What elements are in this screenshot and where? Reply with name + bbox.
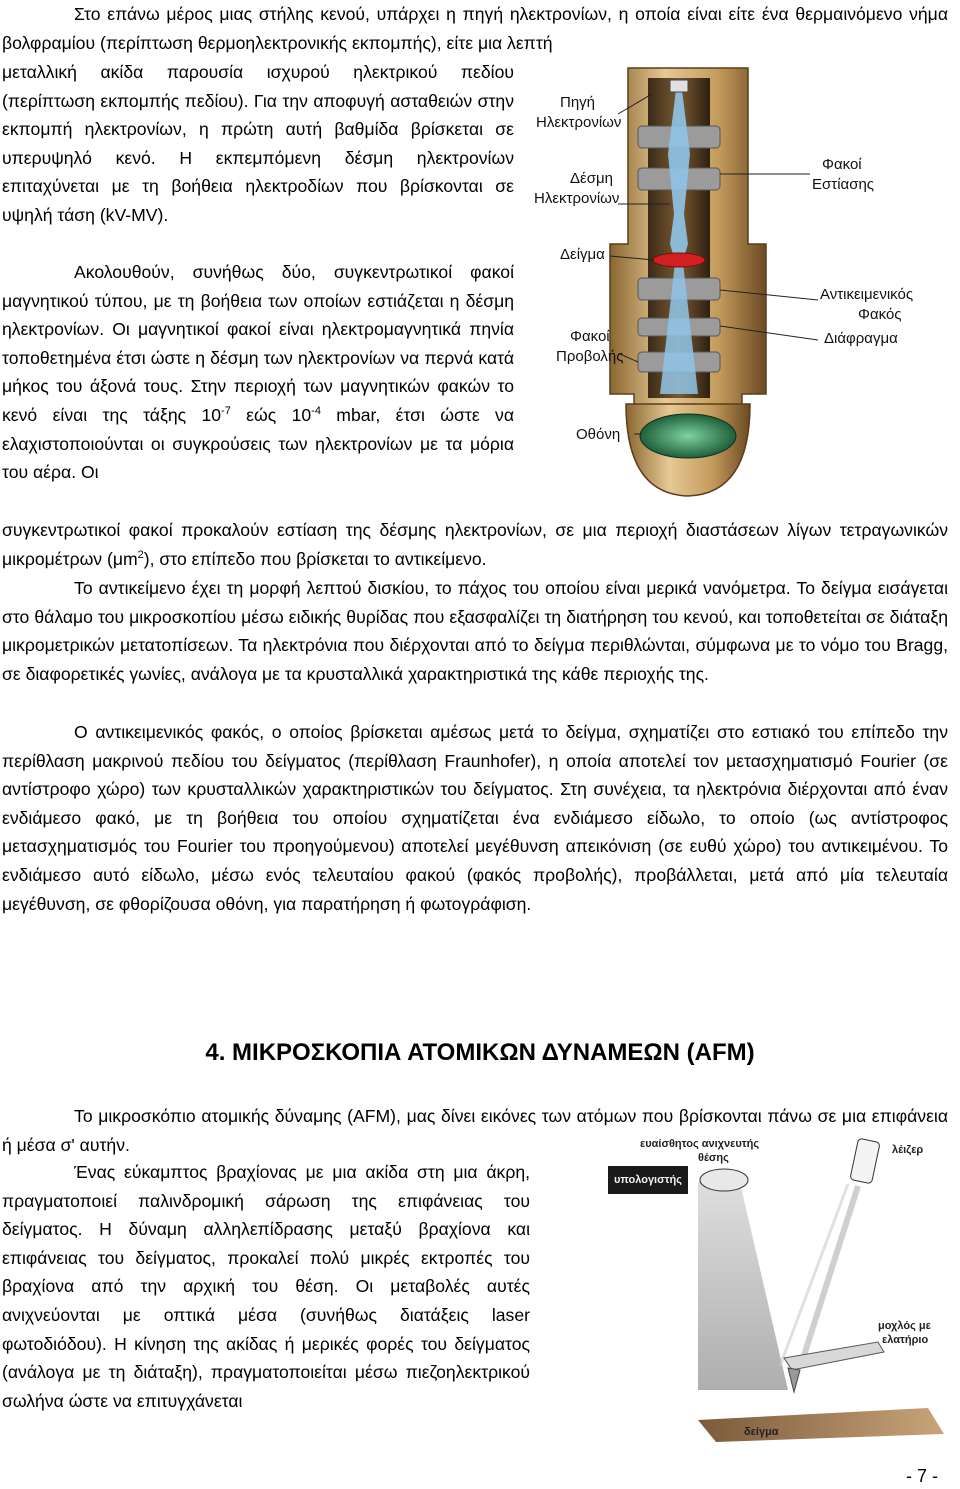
- fluorescent-screen: [640, 414, 736, 458]
- afm-diagram: [548, 1130, 958, 1442]
- label-lever-2: ελατήριο: [882, 1334, 929, 1346]
- label-lever-1: μοχλός με: [878, 1320, 931, 1332]
- label-objective-2: Φακός: [858, 306, 902, 323]
- laser-beam-2: [780, 1184, 848, 1366]
- label-focus-2: Εστίασης: [812, 176, 875, 193]
- label-aperture: Διάφραγμα: [824, 330, 898, 347]
- section-heading: 4. ΜΙΚΡΟΣΚΟΠΙΑ ΑΤΟΜΙΚΩΝ ΔΥΝΑΜΕΩΝ (AFM): [205, 1039, 755, 1066]
- label-computer: υπολογιστής: [614, 1174, 682, 1186]
- page-number: - 7 -: [906, 1466, 939, 1486]
- lenses-paragraph: [2, 258, 514, 487]
- label-detector-2: θέσης: [698, 1152, 729, 1164]
- probe-tip: [788, 1368, 800, 1392]
- continuation-text-2: ), στο επίπεδο που βρίσκεται το αντικείμενο.: [143, 548, 487, 569]
- label-objective-1: Αντικειμενικός: [820, 286, 914, 303]
- label-focus-1: Φακοί: [822, 156, 862, 173]
- label-beam-2: Ηλεκτρονίων: [534, 190, 620, 207]
- label-source-1: Πηγή: [560, 94, 596, 111]
- afm-intro-paragraph: Το μικροσκόπιο ατομικής δύναμης (AFM), μας δίνει εικόνες των ατόμων που βρίσκονται πάνω σε μια επιφάνεια ή μέσα σ' αυτήν.: [2, 1106, 948, 1155]
- laser-unit: [850, 1138, 880, 1184]
- lenses-text-1: Ακολουθούν, συνήθως δύο, συγκεντρωτικοί φακοί μαγνητικού τύπου, με τη βοήθεια των οποίων εστιάζεται η δέσμη ηλεκτρονίων. Οι μαγνητικοί φακοί είναι ηλεκτρομαγνητικά πηνία τοποθετημένα έτσι ώστε η δέσμη των ηλεκτρονίων να περνά κατά μήκος του άξονά τους. Στην περιοχή των μαγνητικών φακών το κενό είναι της τάξης 10: [2, 262, 514, 425]
- afm-illustration: [548, 1130, 958, 1442]
- afm-column-paragraph: Ένας εύκαμπτος βραχίονας με μια ακίδα στη μια άκρη, πραγματοποιεί παλινδρομική σάρωση της επιφάνειας του δείγματος. Η δύναμη αλληλεπίδρασης μεταξύ βραχίονα και επιφάνειας του δείγματος, προκαλεί πολύ μικρές εκτροπές του βραχίονα από την αρχική του θέση. Οι μεταβολές αυτές ανιχνεύονται με οπτικά μέσα (συνήθως διατάξεις laser φωτοδιόδου). Η κίνηση της ακίδας ή μερικές φορές του δείγματος (ανάλογα με τη διάταξη), πραγματοποιείται μέσω πιεζοηλεκτρικού σωλήνα ώστε να επιτυγχάνεται: [2, 1162, 530, 1411]
- lenses-continuation: [2, 516, 948, 573]
- objective-paragraph: Ο αντικειμενικός φακός, ο οποίος βρίσκεται αμέσως μετά το δείγμα, σχηματίζει στο εστιακό του επίπεδο την περίθλαση μακρινού πεδίου του δείγματος (περίθλαση Fraunhofer), η οποία αποτελεί τον μετασχηματισμό Fourier (σε αντίστροφο χώρο) των κρυσταλλικών χαρακτηριστικών του δείγματος. Στη συνέχεια, τα ηλεκτρόνια διέρχονται από έναν ενδιάμεσο φακό, με τη βοήθεια του οποίου σχηματίζεται ένα ενδιάμεσο είδωλο, το οποίο (ως αντίστροφος μετασχηματισμός του Fourier του προηγούμενου) αποτελεί μεγέθυνση απεικόνιση (σε ευθύ χώρο) του αντικειμένου. Το ενδιάμεσο αυτό είδωλο, μέσω ενός τελευταίου φακού (φακός προβολής), προβάλλεται, μετά από μία τελευταία μεγέθυνση, σε φθορίζουσα οθόνη, για παρατήρηση ή φωτογράφιση.: [2, 722, 948, 914]
- intro-paragraph-column: μεταλλική ακίδα παρουσία ισχυρού ηλεκτρικού πεδίου (περίπτωση εκπομπής πεδίου). Για την αποφυγή ασταθειών στην εκπομπή ηλεκτρονίων, η πρώτη αυτή βαθμίδα βρίσκεται σε υπερυψηλό κενό. Η εκπεμπόμενη δέσμη ηλεκτρονίων επιταχύνεται με τη βοήθεια ηλεκτροδίων που βρίσκονται σε υψηλή τάση (kV-MV).: [2, 62, 514, 225]
- cantilever: [784, 1342, 884, 1370]
- label-laser: λέιζερ: [892, 1144, 924, 1156]
- specimen-paragraph: Το αντικείμενο έχει τη μορφή λεπτού δισκίου, το πάχος του οποίου είναι μερικά νανόμετρα. Το δείγμα εισάγεται στο θάλαμο του μικροσκοπίου μέσω ειδικής θυρίδας που εξασφαλίζει τη διατήρηση του κενού, και τοποθετείται σε διάταξη μικρομετρικών μετατοπίσεων. Τα ηλεκτρόνια που διέρχονται από το δείγμα περιθλώνται, σύμφωνα με το νόμο του Bragg, σε διαφορετικές γωνίες, ανάλογα με τα κρυσταλλικά χαρακτηριστικά της κάθε περιοχής της.: [2, 578, 948, 684]
- intro-line-text: Στο επάνω μέρος μιας στήλης κενού, υπάρχει η πηγή ηλεκτρονίων, η οποία είναι είτε ένα θερμαινόμενο νήμα βολφραμίου (περίπτωση θερμοηλεκτρονικής εκπομπής), είτε μια λεπτή: [2, 4, 948, 53]
- electron-gun: [670, 80, 688, 92]
- label-source-2: Ηλεκτρονίων: [536, 114, 622, 131]
- label-sample: Δείγμα: [560, 246, 605, 263]
- intro-paragraph-line: [2, 0, 948, 57]
- sample-holder: [653, 253, 705, 267]
- lenses-exponent-1: -7: [221, 405, 231, 418]
- continuation-exponent: 2: [137, 548, 144, 561]
- lenses-text-2: εώς 10: [230, 404, 312, 425]
- label-beam-1: Δέσμη: [570, 170, 613, 187]
- laser-beam: [800, 1186, 858, 1368]
- lenses-text-3: mbar, έτσι ώστε να ελαχιστοποιούνται οι συγκρούσεις των ηλεκτρονίων με τα μόρια του αέρα. Οι: [2, 404, 514, 483]
- lenses-exponent-2: -4: [311, 405, 321, 418]
- sample-surface: [698, 1408, 944, 1442]
- label-projection-2: Προβολής: [556, 348, 624, 365]
- label-detector-1: ευαίσθητος ανιχνευτής: [640, 1138, 760, 1150]
- label-screen: Οθόνη: [576, 426, 621, 443]
- tem-diagram: [530, 64, 948, 500]
- position-detector: [700, 1169, 748, 1191]
- reflected-light: [698, 1174, 788, 1390]
- label-sample: δείγμα: [744, 1426, 779, 1438]
- continuation-text-1: συγκεντρωτικοί φακοί προκαλούν εστίαση της δέσμης ηλεκτρονίων, σε μια περιοχή διαστάσεων λίγων τετραγωνικών μικρομέτρων (μm: [2, 520, 948, 569]
- label-projection-1: Φακοί: [570, 328, 610, 345]
